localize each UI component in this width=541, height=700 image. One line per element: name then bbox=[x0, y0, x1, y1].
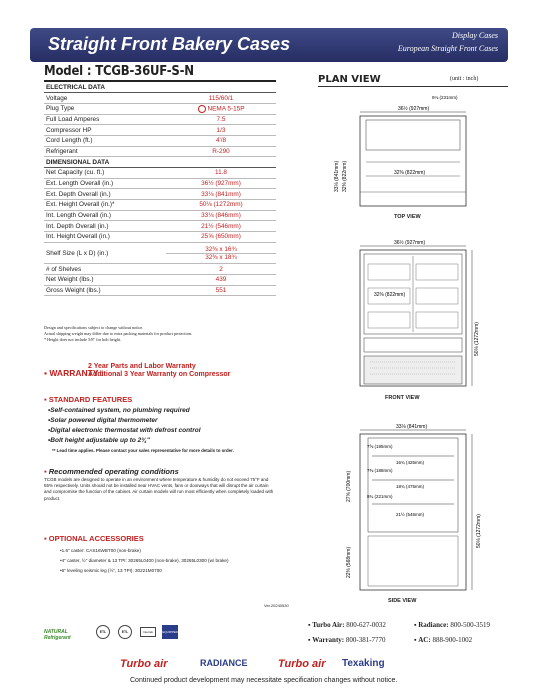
list-item: • Bolt height adjustable up to 2¾" bbox=[48, 436, 201, 446]
shelf-panel bbox=[368, 264, 410, 280]
list-item: • 6" leveling seismic leg (½", 13 TPI): 30221M0700 bbox=[60, 566, 228, 576]
side-d-label: 18¾ (475mm) bbox=[396, 484, 425, 489]
table-row: Gross Weight (lbs.) 551 bbox=[44, 285, 276, 296]
electrical-heading: ELECTRICAL DATA bbox=[44, 82, 276, 93]
table-row: Ext. Depth Overall (in.) 33⅛ (841mm) bbox=[44, 189, 276, 200]
square-bullet-icon: ▪ bbox=[44, 368, 50, 378]
side-h-label: 22⅜ (568mm) bbox=[346, 546, 352, 578]
table-row: Plug Type NEMA 5-15P bbox=[44, 103, 276, 114]
spec-notes: Design and specifications subject to change without notice. Actual shipping weight may differ due to extra packing materials for product protection. * Height does not include 5/8" for bolt height. bbox=[44, 325, 192, 342]
energy-logo: EQUIPPED bbox=[162, 625, 178, 639]
side-f-label: 21½ (546mm) bbox=[396, 512, 425, 517]
intertek-logo: Intertek bbox=[140, 627, 156, 637]
features-heading: ▪ STANDARD FEATURES bbox=[44, 395, 133, 404]
natural-refrigerant-logo: NATURAL Refrigerant bbox=[44, 629, 71, 641]
shelf-panel bbox=[416, 288, 458, 304]
top-small-label: 9⅛ (231mm) bbox=[432, 95, 458, 100]
side-g-label: 27⅝ (700mm) bbox=[346, 470, 352, 502]
list-item: • Solar powered digital thermometer bbox=[48, 416, 201, 426]
side-width-label: 33⅛ (841mm) bbox=[396, 424, 428, 430]
side-view-drawing bbox=[330, 418, 490, 596]
top-view-drawing bbox=[330, 92, 480, 212]
table-row: Cord Length (ft.) 4'/8 bbox=[44, 135, 276, 146]
table-row: # of Shelves 2 bbox=[44, 264, 276, 275]
top-width-label: 36½ (927mm) bbox=[398, 106, 430, 112]
cabinet-outline bbox=[360, 116, 466, 206]
table-row: Ext. Height Overall (in.)* 50⅛ (1272mm) bbox=[44, 200, 276, 211]
list-item: • 4" caster, ½" diameter & 13 TPI: 30265L0400 (non-brake), 30265L0300 (w/ brake) bbox=[60, 556, 228, 566]
dimensional-heading: DIMENSIONAL DATA bbox=[44, 157, 276, 168]
base-panel bbox=[364, 338, 462, 352]
shelf-panel bbox=[368, 312, 410, 328]
version-label: Ver.20240530 bbox=[264, 603, 289, 608]
side-c-label: 7⅜ (188mm) bbox=[367, 468, 393, 473]
accessories-list bbox=[60, 546, 228, 575]
side-view-label: SIDE VIEW bbox=[388, 598, 417, 604]
table-row: Compressor HP 1/3 bbox=[44, 125, 276, 136]
side-e-label: 8¾ (221mm) bbox=[367, 494, 393, 499]
c-etl-logo: ETL bbox=[96, 625, 110, 639]
side-height-label: 50⅛ (1272mm) bbox=[476, 514, 482, 548]
top-depth2-label: 32⅜ (822mm) bbox=[342, 160, 348, 192]
square-bullet-icon: ▪ bbox=[44, 395, 49, 404]
top-view-label: TOP VIEW bbox=[394, 214, 421, 220]
front-height-label: 50⅛ (1272mm) bbox=[474, 322, 480, 356]
recommended-text: TCGB models are designed to operate in an environment where temperature & humidity do not exceed 75°F and 55% respectively. Units should not be installed near HVAC vents, fans or doorways that will disrupt the air curtain and compromise the function of the cabinet. Air curtain models will run most efficiently when completely loaded with product. bbox=[44, 477, 274, 501]
page-title: Straight Front Bakery Cases bbox=[48, 34, 291, 54]
table-row: Ext. Length Overall (in.) 36½ (927mm) bbox=[44, 178, 276, 189]
list-item: • 1.6" caster: CAS16WBT00 (non-brake) bbox=[60, 546, 228, 556]
table-row: Int. Length Overall (in.) 33⅛ (846mm) bbox=[44, 210, 276, 221]
compressor-grille bbox=[364, 356, 462, 384]
square-bullet-icon: ▪ bbox=[44, 467, 49, 476]
category-label: Display Cases bbox=[452, 31, 498, 40]
warranty-label: ▪ WARRANTY : bbox=[44, 368, 104, 378]
table-row: Net Weight (lbs.) 439 bbox=[44, 274, 276, 285]
front-shelf-label: 32⅜ (822mm) bbox=[374, 292, 406, 298]
recommended-heading: ▪ Recommended operating conditions bbox=[44, 467, 179, 476]
texaking-logo: Texaking bbox=[342, 658, 385, 669]
radiance-logo: RADIANCE bbox=[200, 658, 248, 668]
top-inner-label: 32⅜ (822mm) bbox=[394, 170, 426, 176]
plug-icon bbox=[198, 105, 206, 113]
unit-label: (unit : inch) bbox=[450, 76, 479, 82]
table-row: Voltage 115/60/1 bbox=[44, 93, 276, 104]
contact-turboair: ▪ Turbo Air: 800-627-0032 bbox=[308, 621, 386, 629]
table-row: Full Load Amperes 7.5 bbox=[44, 114, 276, 125]
plan-view-title: PLAN VIEW bbox=[318, 74, 381, 85]
base-section bbox=[368, 536, 458, 586]
title-banner bbox=[30, 28, 508, 62]
spec-table bbox=[44, 82, 276, 296]
brand-logos bbox=[120, 658, 420, 674]
list-item: • Digital electronic thermostat with defrost control bbox=[48, 426, 201, 436]
turboair-logo: Turbo air bbox=[120, 658, 168, 670]
shelf-panel bbox=[416, 312, 458, 328]
warranty-line-1: 2 Year Parts and Labor Warranty bbox=[88, 363, 196, 370]
cabinet-top-panel bbox=[366, 120, 460, 150]
turboair-logo-2: Turbo air bbox=[278, 658, 326, 670]
square-bullet-icon: ▪ bbox=[44, 534, 49, 543]
plan-divider bbox=[318, 86, 508, 87]
top-depth-label: 33⅛ (841mm) bbox=[334, 160, 340, 192]
lead-time-note: ** Lead time applies. Please contact your sales representative for more details to order. bbox=[52, 448, 234, 453]
table-row: Shelf Size (L x D) (in.) 32⅜ x 16¾ 32⅜ x 18¾ bbox=[44, 242, 276, 263]
front-view-label: FRONT VIEW bbox=[385, 395, 420, 401]
table-row: Int. Depth Overall (in.) 21½ (546mm) bbox=[44, 221, 276, 232]
side-b-label: 16¾ (425mm) bbox=[396, 460, 425, 465]
shelf-panel bbox=[416, 264, 458, 280]
front-view-drawing bbox=[330, 234, 480, 392]
front-width-label: 36½ (927mm) bbox=[394, 240, 426, 246]
model-number: Model : TCGB-36UF-S-N bbox=[44, 64, 194, 79]
warranty-line-2: Additional 3 Year Warranty on Compressor bbox=[88, 371, 231, 378]
table-row: Net Capacity (cu. ft.) 11.8 bbox=[44, 168, 276, 179]
accessories-heading: ▪ OPTIONAL ACCESSORIES bbox=[44, 534, 144, 543]
contact-radiance: ▪ Radiance: 800-500-3519 bbox=[414, 621, 490, 629]
etl-sanitation-logo: ETL bbox=[118, 625, 132, 639]
footer-note: Continued product development may necessitate specification changes without notice. bbox=[130, 677, 398, 684]
subcategory-label: European Straight Front Cases bbox=[397, 44, 498, 53]
table-row: Int. Height Overall (in.) 25⅝ (650mm) bbox=[44, 232, 276, 243]
list-item: • Self-contained system, no plumbing required bbox=[48, 406, 201, 416]
contact-ac: ▪ AC: 888-900-1002 bbox=[414, 636, 473, 644]
contact-warranty: ▪ Warranty: 800-381-7770 bbox=[308, 636, 386, 644]
side-a-label: 7⅝ (195mm) bbox=[367, 444, 393, 449]
features-list bbox=[48, 406, 201, 446]
table-row: Refrigerant R-290 bbox=[44, 146, 276, 157]
